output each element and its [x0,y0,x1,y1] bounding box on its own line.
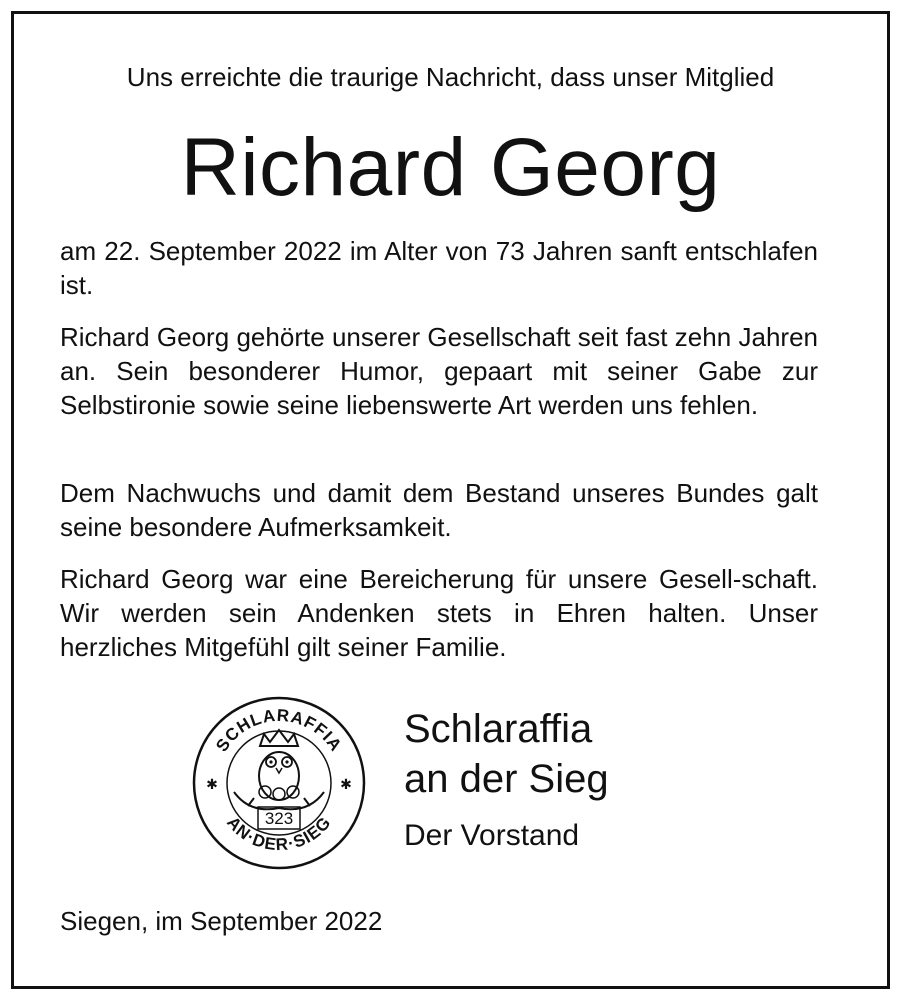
organization-name-line1: Schlaraffia [404,707,593,751]
intro-text: Uns erreichte die traurige Nachricht, dass unser Mitglied [126,62,775,92]
owl-crest-seal-icon [190,694,368,872]
seal-top-text: SCHLARAFFIA [212,705,346,756]
svg-text:✱: ✱ [340,776,352,792]
place-and-date: Siegen, im September 2022 [60,906,383,936]
paragraph-condolences: Richard Georg war eine Bereicherung für unsere Gesell-schaft. Wir werden sein Andenken stets in Ehren halten. Unser herzliches Mitgefühl gilt seiner Familie. [60,564,818,662]
paragraph-youth: Dem Nachwuchs und damit dem Bestand unseres Bundes galt seine besondere Aufmerksamkeit. [60,478,818,542]
paragraph-membership: Richard Georg gehörte unserer Gesellschaft seit fast zehn Jahren an. Sein besonderer Humor, gepaart mit seiner Gabe zur Selbstironie sowie seine liebenswerte Art werden uns fehlen. [60,322,818,420]
organization-name-line2: an der Sieg [404,757,609,801]
seal-bottom-text: AN·DER·SIEG [223,812,335,855]
seal-number: 323 [264,809,294,828]
deceased-name: Richard Georg [180,122,721,213]
paragraph-death-date: am 22. September 2022 im Alter von 73 Jahren sanft entschlafen ist. [60,236,818,300]
signatory: Der Vorstand [404,819,580,852]
svg-text:✱: ✱ [206,776,218,792]
